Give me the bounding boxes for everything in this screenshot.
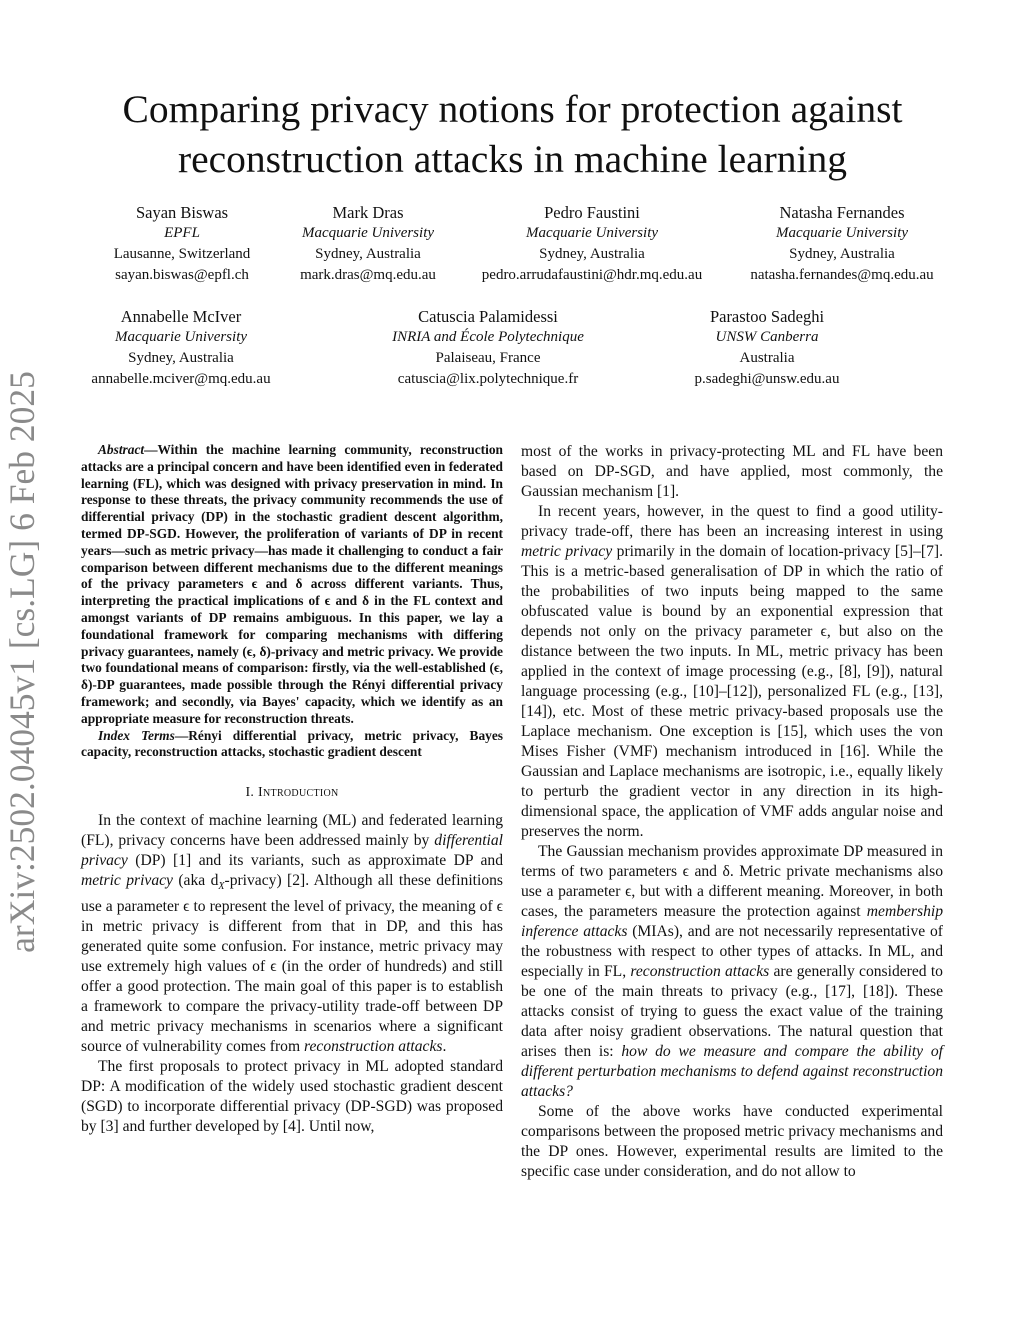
left-column (81, 442, 503, 1137)
author-location: Sydney, Australia (789, 246, 895, 262)
author-name: Mark Dras (332, 203, 404, 222)
paragraph: In the context of machine learning (ML) and federated learning (FL), privacy concerns have been addressed mainly by differential privacy (DP) [1] and its variants, such as approximate DP and metric privacy (aka $d_X-privacy$) [2]. Although all these definitions use a parameter ϵ to represent the level of privacy, the meaning of ϵ in metric privacy is different from that in DP, and this has generated quite some confusion. For instance, metric privacy may use extremely high values of ϵ (in the order of hundreds) and still offer a good protection. The main goal of this paper is to establish a framework to compare the privacy-utility trade-off between DP and metric privacy mechanisms in scenarios where a significant source of vulnerability comes from reconstruction attacks. (81, 812, 504, 1056)
author-affiliation: Macquarie University (525, 225, 659, 241)
abstract-label: Abstract (98, 442, 145, 457)
author-email: mark.dras@mq.edu.au (300, 267, 436, 283)
author-name: Sayan Biswas (135, 203, 229, 222)
author-name: Annabelle McIver (120, 307, 242, 326)
author-block (736, 202, 948, 286)
paragraph: In recent years, however, in the quest to find a good utility-privacy trade-off, there has been an increasing interest in using metric privacy primarily in the domain of location-privacy [5]–[7]. This is a metric-based generalisation of DP in which the ratio of the probabilities of two inputs being mapped to the same obfuscated value is bound by an exponential expression that depends not only on the privacy parameter ϵ, but also on the distance between the two inputs. In ML, metric privacy has been applied in the context of image processing (e.g., [8], [9]), natural language processing (e.g., [10]–[12]), personalized FL (e.g., [13], [14]), etc. Most of these metric privacy-based proposals use the Laplace mechanism. One exception is [15], which uses the von Mises Fisher (VMF) mechanism introduced in [16]. While the Gaussian and Laplace mechanisms are isotropic, i.e., equally likely to perturb the gradient vector in any direction in its high-dimensional space, the application of VMF adds angular noise and preserves the norm. (521, 503, 943, 840)
section-heading: I. Introduction (245, 785, 339, 801)
author-name: Catuscia Palamidessi (418, 307, 558, 326)
author-email: p.sadeghi@unsw.edu.au (694, 371, 840, 387)
author-block (370, 306, 606, 390)
author-block (82, 202, 282, 286)
paper-title (90, 84, 935, 184)
author-location: Australia (739, 350, 795, 366)
author-affiliation: Macquarie University (301, 225, 435, 241)
arxiv-id: arXiv:2502.04045v1 [cs.LG] 6 Feb 2025 (2, 371, 42, 953)
author-email: natasha.fernandes@mq.edu.au (750, 267, 934, 283)
author-email: annabelle.mciver@mq.edu.au (91, 371, 271, 387)
abstract (81, 442, 503, 728)
index-terms-text: —Rényi differential privacy, metric privacy, Bayes capacity, reconstruction attacks, stochastic gradient descent (81, 727, 503, 760)
author-location: Sydney, Australia (315, 246, 421, 262)
paragraph: The Gaussian mechanism provides approximate DP measured in terms of two parameters ϵ and δ. Metric private mechanisms also use a parameter ϵ, but with a different meaning. Moreover, in both cases, the parameters measure the protection against membership inference attacks (MIAs), and are not necessarily representative of the robustness with respect to other types of attacks. In ML, and especially in FL, reconstruction attacks are generally considered to be one of the main threats to privacy (e.g., [17], [18]). These attacks consist of trying to guess the exact value of the training data after noisy gradient observations. The natural question that arises then is: how do we measure and compare the ability of different perturbation mechanisms to defend against reconstruction attacks? (521, 843, 943, 1100)
index-terms-label: Index Terms (98, 727, 175, 743)
author-affiliation: Macquarie University (775, 225, 909, 241)
paragraph: most of the works in privacy-protecting ML and FL have been based on DP-SGD, and have applied, most commonly, the Gaussian mechanism [1]. (521, 443, 943, 500)
index-terms (81, 728, 503, 762)
author-location: Palaiseau, France (435, 350, 541, 366)
right-column (521, 442, 943, 1182)
abstract-text: —Within the machine learning community, reconstruction attacks are a principal concern and have been identified even in federated learning (FL), which was designed with privacy preservation in mind. In response to these threats, the privacy community recommends the use of differential privacy (DP) in the stochastic gradient descent algorithm, termed DP-SGD. However, the proliferation of variants of DP in recent years—such as metric privacy—has made it challenging to conduct a fair comparison between different mechanisms due to the different meanings of the privacy parameters ϵ and δ across different variants. Thus, interpreting the practical implications of ϵ and δ in the FL context and amongst variants of DP remains ambiguous. In this paper, we lay a foundational framework for comparing mechanisms with differing privacy guarantees, namely (ϵ, δ)-privacy and metric privacy. We provide two foundational means of comparison: firstly, via the well-established (ϵ, δ)-DP guarantees, made possible through the Rényi differential privacy framework; and secondly, via Bayes' capacity, which we identify as an appropriate measure for reconstruction threats. (81, 442, 503, 726)
author-block (268, 202, 468, 286)
title-line-2: reconstruction attacks in machine learning (177, 137, 848, 181)
author-affiliation: EPFL (164, 225, 200, 241)
section-title: Introduction (258, 785, 339, 801)
author-email: catuscia@lix.polytechnique.fr (397, 371, 579, 387)
author-email: sayan.biswas@epfl.ch (115, 267, 249, 283)
author-name: Pedro Faustini (544, 203, 640, 222)
paragraph: Some of the above works have conducted experimental comparisons between the proposed metric privacy mechanisms and the DP ones. However, experimental results are limited to the specific case under consideration, and do not allow to (521, 1103, 943, 1180)
author-location: Sydney, Australia (128, 350, 234, 366)
author-name: Parastoo Sadeghi (709, 307, 825, 326)
author-location: Lausanne, Switzerland (113, 246, 251, 262)
author-location: Sydney, Australia (539, 246, 645, 262)
author-block (672, 306, 862, 390)
title-line-1: Comparing privacy notions for protection against (122, 87, 903, 131)
author-name: Natasha Fernandes (779, 203, 905, 222)
paragraph: The first proposals to protect privacy in ML adopted standard DP: A modification of the widely used stochastic gradient descent (SGD) to incorporate differential privacy (DP-SGD) was proposed by [3] and further developed by [4]. Until now, (81, 1058, 503, 1136)
author-block (469, 202, 715, 286)
author-block (78, 306, 284, 390)
author-affiliation: INRIA and École Polytechnique (392, 329, 584, 345)
arxiv-sidebar (2, 366, 42, 958)
author-affiliation: UNSW Canberra (715, 329, 819, 345)
author-email: pedro.arrudafaustini@hdr.mq.edu.au (481, 267, 703, 283)
author-affiliation: Macquarie University (114, 329, 248, 345)
